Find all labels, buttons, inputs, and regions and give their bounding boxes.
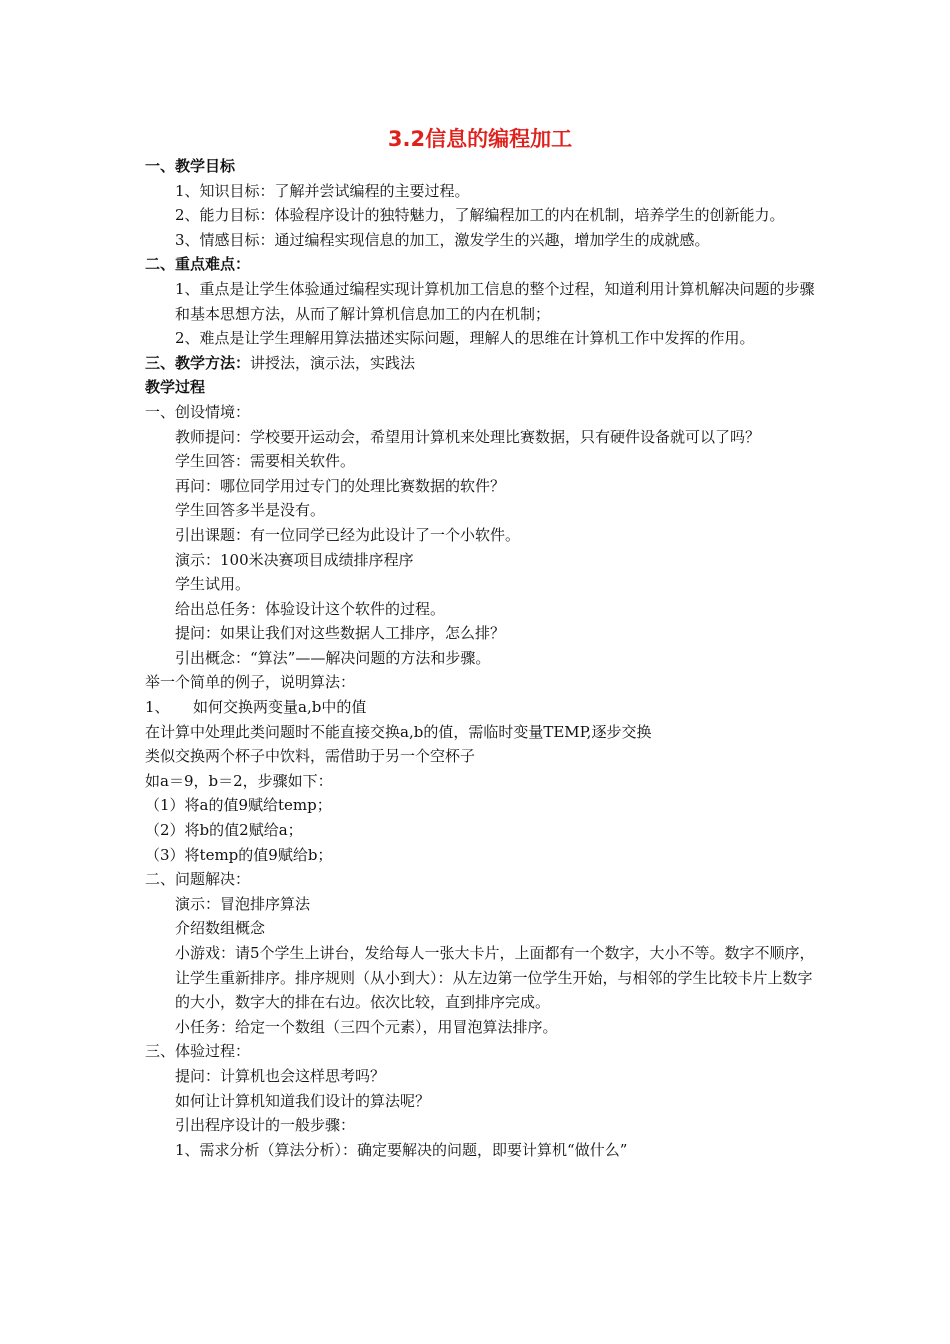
document-title: 3.2信息的编程加工: [387, 127, 573, 151]
example-number: 1、: [145, 698, 170, 717]
example-step: （1）将a的值9赋给temp；: [145, 796, 332, 815]
section3-heading: 三、体验过程：: [145, 1042, 251, 1061]
section1-line: 再问：哪位同学用过专门的处理比赛数据的软件？: [175, 476, 506, 495]
section1-line: 引出概念：“算法”——解决问题的方法和步骤。: [175, 648, 491, 667]
section1-line: 演示：100米决赛项目成绩排序程序: [175, 550, 414, 569]
goal-item: 2、能力目标：体验程序设计的独特魅力，了解编程加工的内在机制，培养学生的创新能力。: [175, 206, 785, 225]
methods-text: 讲授法，演示法，实践法: [250, 353, 416, 372]
key-point-item: 1、重点是让学生体验通过编程实现计算机加工信息的整个过程，知道利用计算机解决问题的步骤和基本思想方法，从而了解计算机信息加工的内在机制；: [175, 279, 815, 323]
example-title: 如何交换两变量a,b中的值: [193, 698, 367, 717]
section2-heading: 二、问题解决：: [145, 870, 251, 889]
section1-line: 学生回答：需要相关软件。: [175, 452, 356, 471]
section1-heading: 一、创设情境：: [145, 402, 251, 421]
section3-line: 1、需求分析（算法分析）：确定要解决的问题，即要计算机“做什么”: [175, 1140, 628, 1159]
goals-heading: 一、教学目标: [145, 157, 236, 175]
section2-line: 介绍数组概念: [175, 919, 266, 938]
key-points-heading: 二、重点难点：: [145, 255, 251, 274]
methods-heading: 三、教学方法：: [145, 353, 251, 372]
example-step: （2）将b的值2赋给a；: [145, 821, 303, 840]
document-page: [145, 0, 815, 1162]
section2-line: 小游戏：请5个学生上讲台，发给每人一张大卡片，上面都有一个数字，大小不等。数字不顺序，让学生重新排序。排序规则（从小到大）：从左边第一位学生开始，与相邻的学生比较卡片上数字的大小，数字大的排在右边。依次比较，直到排序完成。: [175, 944, 815, 1012]
example-line: 如a＝9，b＝2，步骤如下：: [145, 771, 333, 790]
section2-line: 小任务：给定一个数组（三四个元素），用冒泡算法排序。: [175, 1017, 558, 1036]
section3-line: 如何让计算机知道我们设计的算法呢？: [175, 1091, 431, 1110]
example-line: 在计算中处理此类问题时不能直接交换a,b的值，需临时变量TEMP,逐步交换: [145, 722, 652, 741]
example-intro: 举一个简单的例子，说明算法：: [145, 673, 356, 692]
section1-line: 学生回答多半是没有。: [175, 501, 326, 520]
process-heading: 教学过程: [145, 378, 206, 397]
section1-line: 引出课题：有一位同学已经为此设计了一个小软件。: [175, 525, 521, 544]
section1-line: 教师提问：学校要开运动会，希望用计算机来处理比赛数据，只有硬件设备就可以了吗？: [175, 427, 761, 446]
section1-line: 给出总任务：体验设计这个软件的过程。: [175, 599, 446, 618]
example-step: （3）将temp的值9赋给b；: [145, 845, 333, 864]
example-title-line: [145, 695, 815, 720]
methods-line: [145, 351, 815, 376]
section3-line: 提问：计算机也会这样思考吗？: [175, 1066, 386, 1085]
key-point-item: 2、难点是让学生理解用算法描述实际问题，理解人的思维在计算机工作中发挥的作用。: [175, 329, 755, 348]
example-line: 类似交换两个杯子中饮料，需借助于另一个空杯子: [145, 747, 476, 766]
section1-line: 提问：如果让我们对这些数据人工排序，怎么排？: [175, 624, 506, 643]
goal-item: 1、知识目标：了解并尝试编程的主要过程。: [175, 181, 470, 200]
goal-item: 3、情感目标：通过编程实现信息的加工，激发学生的兴趣，增加学生的成就感。: [175, 230, 710, 249]
section3-line: 引出程序设计的一般步骤：: [175, 1116, 356, 1135]
section1-line: 学生试用。: [175, 575, 251, 594]
section2-line: 演示：冒泡排序算法: [175, 894, 311, 913]
